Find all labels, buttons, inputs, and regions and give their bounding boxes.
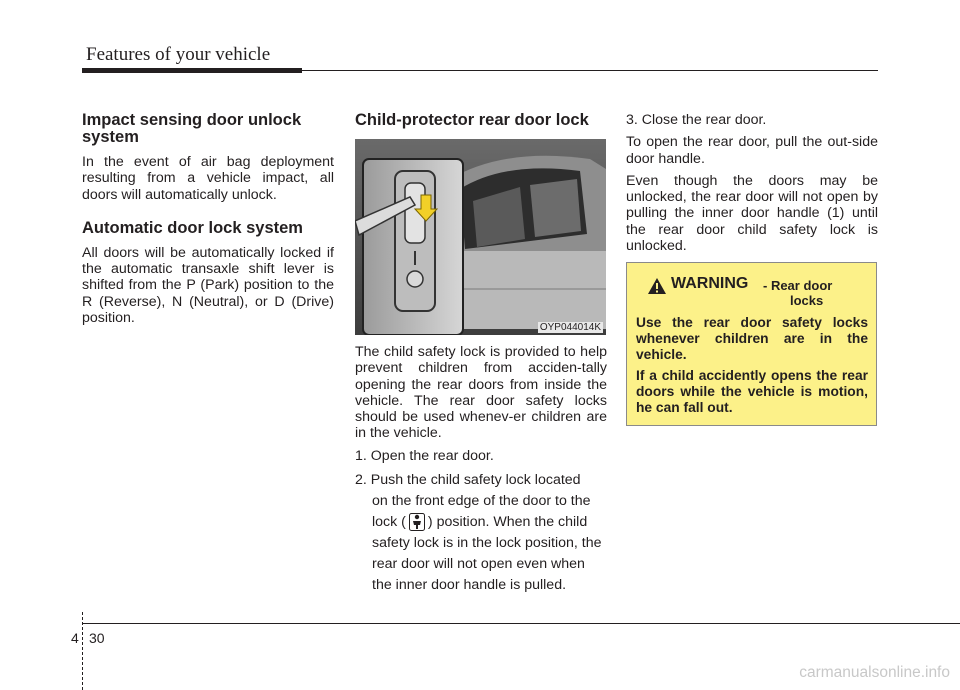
step-3: 3. Close the rear door. (626, 112, 767, 128)
footer-rule (82, 623, 960, 624)
impact-unlock-text: In the event of air bag deployment resulting from a vehicle impact, all doors will automatically unlock. (82, 154, 334, 203)
door-lock-image (355, 139, 606, 335)
warning-triangle-icon (647, 277, 667, 295)
warning-box (626, 262, 877, 426)
step-2-line-f: the inner door handle is pulled. (372, 577, 567, 594)
unlocked-note: Even though the doors may be unlocked, the rear door will not open by pulling the inner door handle (1) until the rear door child safety lock is unlocked. (626, 172, 878, 255)
column-3 (626, 112, 878, 260)
child-lock-illustration (355, 139, 606, 335)
page-number: 30 (89, 630, 105, 646)
header-rule (302, 70, 878, 71)
step-2-line-a: 2. Push the child safety lock located (355, 472, 581, 489)
step-2-line-c-pre: lock ( (372, 514, 406, 531)
chapter-number: 4 (71, 630, 79, 646)
impact-unlock-heading: Impact sensing door unlock system (82, 111, 302, 146)
open-door-text: To open the rear door, pull the out-side door handle. (626, 134, 878, 167)
child-lock-description: The child safety lock is provided to help prevent children from acciden-tally opening the rear doors from inside the vehicle. The rear door safety locks should be used whenev-er children are in the vehicle. (355, 344, 607, 442)
warning-line-1: Use the rear door safety locks whenever children are in the vehicle. (636, 315, 868, 362)
warning-subtitle: - Rear door (763, 278, 833, 293)
column-2 (355, 112, 607, 596)
auto-lock-heading: Automatic door lock system (82, 218, 303, 237)
step-2-line-b: on the front edge of the door to the (372, 493, 591, 510)
step-1: 1. Open the rear door. (355, 447, 494, 464)
child-lock-heading: Child-protector rear door lock (355, 111, 589, 129)
header-bar (82, 68, 302, 73)
step-2-line-e: rear door will not open even when (372, 556, 585, 573)
warning-title: WARNING (671, 275, 749, 292)
watermark: carmanualsonline.info (799, 664, 950, 681)
child-lock-icon (409, 513, 425, 531)
auto-lock-text: All doors will be automatically locked if the automatic transaxle shift lever is shifted from the P (Park) position to the R (Reverse), N (Neutral), or D (Drive) position. (82, 244, 334, 327)
warning-subtitle-2: locks (790, 293, 824, 308)
page-header-title: Features of your vehicle (86, 44, 271, 65)
footer-divider (82, 612, 84, 690)
step-2-line-c-post: ) position. When the child (427, 514, 588, 531)
column-1 (82, 112, 334, 326)
warning-line-2: If a child accidently opens the rear doors while the vehicle is motion, he can fall out. (636, 368, 868, 415)
step-2 (355, 470, 607, 596)
warning-body (636, 315, 868, 416)
figure-code: OYP044014K (539, 322, 601, 333)
step-2-line-d: safety lock is in the lock position, the (372, 535, 602, 552)
